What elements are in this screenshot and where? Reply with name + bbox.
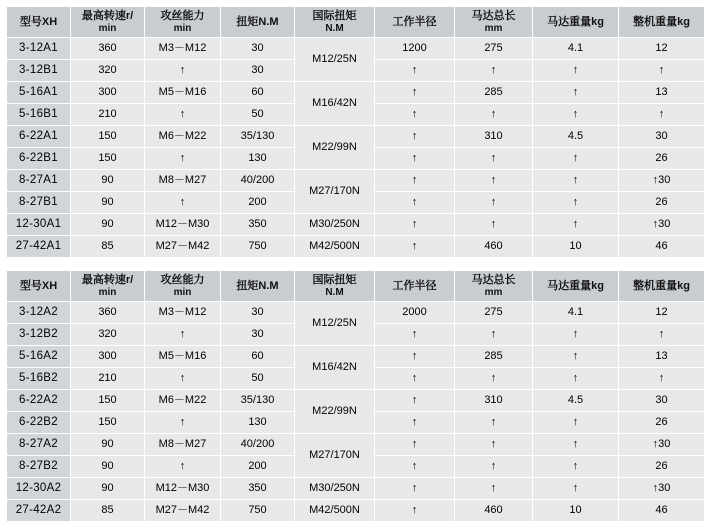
cell-motor-weight: ↑ bbox=[533, 346, 619, 368]
column-header bbox=[295, 7, 375, 38]
cell-model: 5-16B1 bbox=[7, 104, 71, 126]
column-header-label: 攻丝能力 bbox=[160, 274, 205, 287]
table-row bbox=[7, 346, 705, 368]
cell-tapping-capacity: M27－M42 bbox=[145, 500, 221, 522]
cell-working-radius: ↑ bbox=[375, 346, 455, 368]
table-row bbox=[7, 236, 705, 258]
cell-motor-length: 285 bbox=[455, 346, 533, 368]
cell-model: 8-27B1 bbox=[7, 192, 71, 214]
cell-motor-weight: 4.5 bbox=[533, 126, 619, 148]
cell-working-radius: ↑ bbox=[375, 104, 455, 126]
cell-max-speed: 320 bbox=[71, 324, 145, 346]
cell-total-weight: ↑30 bbox=[619, 170, 705, 192]
cell-total-weight: ↑ bbox=[619, 104, 705, 126]
cell-motor-length: ↑ bbox=[455, 104, 533, 126]
column-header-sublabel: mm bbox=[484, 286, 503, 298]
cell-international-torque: M30/250N bbox=[295, 478, 375, 500]
cell-tapping-capacity: M5－M16 bbox=[145, 82, 221, 104]
cell-international-torque: M42/500N bbox=[295, 500, 375, 522]
cell-working-radius: ↑ bbox=[375, 412, 455, 434]
column-header bbox=[295, 271, 375, 302]
cell-model: 8-27A1 bbox=[7, 170, 71, 192]
cell-max-speed: 85 bbox=[71, 500, 145, 522]
column-header-sublabel: N.M bbox=[325, 22, 344, 34]
cell-total-weight: ↑ bbox=[619, 368, 705, 390]
cell-working-radius: ↑ bbox=[375, 192, 455, 214]
cell-total-weight: 13 bbox=[619, 346, 705, 368]
column-header bbox=[533, 271, 619, 302]
cell-motor-length: ↑ bbox=[455, 170, 533, 192]
cell-working-radius: ↑ bbox=[375, 390, 455, 412]
cell-motor-weight: 4.5 bbox=[533, 390, 619, 412]
cell-total-weight: ↑30 bbox=[619, 478, 705, 500]
cell-total-weight: 30 bbox=[619, 390, 705, 412]
table-row bbox=[7, 38, 705, 60]
cell-motor-length: ↑ bbox=[455, 412, 533, 434]
column-header-label: 扭矩N.M bbox=[236, 279, 279, 292]
column-header bbox=[375, 7, 455, 38]
cell-total-weight: 12 bbox=[619, 38, 705, 60]
cell-max-speed: 90 bbox=[71, 434, 145, 456]
cell-motor-length: ↑ bbox=[455, 214, 533, 236]
column-header-label: 型号XH bbox=[19, 15, 58, 28]
cell-international-torque: M16/42N bbox=[295, 346, 375, 390]
cell-tapping-capacity: M6－M22 bbox=[145, 390, 221, 412]
table-row bbox=[7, 302, 705, 324]
column-header-label: 扭矩N.M bbox=[236, 15, 279, 28]
cell-total-weight: 30 bbox=[619, 126, 705, 148]
cell-tapping-capacity: M3－M12 bbox=[145, 38, 221, 60]
cell-motor-length: 310 bbox=[455, 390, 533, 412]
cell-working-radius: 2000 bbox=[375, 302, 455, 324]
cell-torque: 50 bbox=[221, 104, 295, 126]
table-row bbox=[7, 82, 705, 104]
cell-torque: 130 bbox=[221, 412, 295, 434]
cell-working-radius: 1200 bbox=[375, 38, 455, 60]
cell-model: 8-27B2 bbox=[7, 456, 71, 478]
cell-model: 6-22B1 bbox=[7, 148, 71, 170]
cell-motor-weight: ↑ bbox=[533, 412, 619, 434]
cell-model: 5-16A2 bbox=[7, 346, 71, 368]
cell-working-radius: ↑ bbox=[375, 170, 455, 192]
cell-model: 3-12B1 bbox=[7, 60, 71, 82]
cell-torque: 200 bbox=[221, 456, 295, 478]
cell-tapping-capacity: ↑ bbox=[145, 148, 221, 170]
cell-total-weight: 12 bbox=[619, 302, 705, 324]
cell-torque: 40/200 bbox=[221, 434, 295, 456]
cell-max-speed: 150 bbox=[71, 126, 145, 148]
cell-motor-length: ↑ bbox=[455, 478, 533, 500]
cell-max-speed: 150 bbox=[71, 148, 145, 170]
cell-motor-length: ↑ bbox=[455, 60, 533, 82]
column-header-label: 国际扭矩 bbox=[312, 274, 357, 287]
column-header bbox=[71, 7, 145, 38]
spec-table bbox=[6, 270, 705, 522]
cell-tapping-capacity: ↑ bbox=[145, 192, 221, 214]
cell-tapping-capacity: M8－M27 bbox=[145, 434, 221, 456]
cell-motor-weight: ↑ bbox=[533, 82, 619, 104]
cell-max-speed: 90 bbox=[71, 456, 145, 478]
cell-working-radius: ↑ bbox=[375, 82, 455, 104]
cell-working-radius: ↑ bbox=[375, 148, 455, 170]
cell-working-radius: ↑ bbox=[375, 126, 455, 148]
cell-working-radius: ↑ bbox=[375, 324, 455, 346]
cell-max-speed: 360 bbox=[71, 38, 145, 60]
cell-max-speed: 90 bbox=[71, 192, 145, 214]
column-header-sublabel: N.M bbox=[325, 286, 344, 298]
cell-tapping-capacity: M12－M30 bbox=[145, 478, 221, 500]
cell-torque: 350 bbox=[221, 478, 295, 500]
cell-working-radius: ↑ bbox=[375, 368, 455, 390]
cell-motor-length: 285 bbox=[455, 82, 533, 104]
cell-tapping-capacity: M6－M22 bbox=[145, 126, 221, 148]
column-header-sublabel: min bbox=[98, 22, 117, 34]
cell-international-torque: M12/25N bbox=[295, 38, 375, 82]
column-header-label: 整机重量kg bbox=[633, 15, 690, 28]
column-header-sublabel: min bbox=[98, 286, 117, 298]
cell-motor-weight: ↑ bbox=[533, 478, 619, 500]
cell-motor-weight: ↑ bbox=[533, 148, 619, 170]
cell-total-weight: ↑30 bbox=[619, 214, 705, 236]
cell-motor-weight: 4.1 bbox=[533, 302, 619, 324]
cell-model: 8-27A2 bbox=[7, 434, 71, 456]
column-header bbox=[221, 7, 295, 38]
cell-working-radius: ↑ bbox=[375, 214, 455, 236]
spec-tables-container bbox=[6, 6, 704, 522]
column-header-sublabel: mm bbox=[484, 22, 503, 34]
cell-international-torque: M22/99N bbox=[295, 126, 375, 170]
cell-motor-weight: ↑ bbox=[533, 434, 619, 456]
column-header-label: 最高转速r/ bbox=[81, 274, 134, 287]
column-header bbox=[7, 7, 71, 38]
cell-torque: 130 bbox=[221, 148, 295, 170]
table-row bbox=[7, 478, 705, 500]
cell-max-speed: 150 bbox=[71, 412, 145, 434]
column-header-label: 攻丝能力 bbox=[160, 10, 205, 23]
cell-tapping-capacity: ↑ bbox=[145, 60, 221, 82]
table-row bbox=[7, 126, 705, 148]
cell-international-torque: M27/170N bbox=[295, 170, 375, 214]
cell-tapping-capacity: ↑ bbox=[145, 104, 221, 126]
column-header bbox=[145, 7, 221, 38]
cell-torque: 30 bbox=[221, 60, 295, 82]
cell-max-speed: 85 bbox=[71, 236, 145, 258]
cell-motor-length: ↑ bbox=[455, 368, 533, 390]
cell-tapping-capacity: ↑ bbox=[145, 456, 221, 478]
cell-max-speed: 360 bbox=[71, 302, 145, 324]
column-header-label: 马达重量kg bbox=[547, 279, 604, 292]
cell-max-speed: 320 bbox=[71, 60, 145, 82]
cell-max-speed: 300 bbox=[71, 346, 145, 368]
cell-max-speed: 300 bbox=[71, 82, 145, 104]
cell-model: 3-12A1 bbox=[7, 38, 71, 60]
table-row bbox=[7, 170, 705, 192]
cell-max-speed: 90 bbox=[71, 478, 145, 500]
column-header-sublabel: min bbox=[173, 22, 192, 34]
cell-motor-length: ↑ bbox=[455, 148, 533, 170]
cell-torque: 40/200 bbox=[221, 170, 295, 192]
column-header-sublabel: min bbox=[173, 286, 192, 298]
spec-table bbox=[6, 6, 705, 258]
cell-motor-weight: ↑ bbox=[533, 192, 619, 214]
cell-motor-weight: ↑ bbox=[533, 170, 619, 192]
cell-tapping-capacity: ↑ bbox=[145, 412, 221, 434]
cell-model: 3-12B2 bbox=[7, 324, 71, 346]
table-header-row bbox=[7, 271, 705, 302]
cell-motor-weight: 10 bbox=[533, 236, 619, 258]
cell-working-radius: ↑ bbox=[375, 236, 455, 258]
cell-total-weight: ↑ bbox=[619, 324, 705, 346]
cell-model: 27-42A2 bbox=[7, 500, 71, 522]
cell-international-torque: M42/500N bbox=[295, 236, 375, 258]
cell-motor-weight: ↑ bbox=[533, 214, 619, 236]
column-header-label: 马达总长 bbox=[471, 10, 516, 23]
column-header-label: 工作半径 bbox=[392, 279, 437, 292]
cell-total-weight: 26 bbox=[619, 192, 705, 214]
column-header-label: 型号XH bbox=[19, 279, 58, 292]
cell-motor-length: 460 bbox=[455, 500, 533, 522]
table-row bbox=[7, 500, 705, 522]
cell-total-weight: ↑30 bbox=[619, 434, 705, 456]
column-header bbox=[455, 7, 533, 38]
cell-torque: 350 bbox=[221, 214, 295, 236]
column-header bbox=[221, 271, 295, 302]
cell-torque: 60 bbox=[221, 346, 295, 368]
cell-total-weight: 46 bbox=[619, 500, 705, 522]
cell-total-weight: ↑ bbox=[619, 60, 705, 82]
cell-max-speed: 150 bbox=[71, 390, 145, 412]
cell-max-speed: 90 bbox=[71, 170, 145, 192]
column-header-label: 国际扭矩 bbox=[312, 10, 357, 23]
cell-total-weight: 46 bbox=[619, 236, 705, 258]
cell-torque: 35/130 bbox=[221, 390, 295, 412]
cell-total-weight: 13 bbox=[619, 82, 705, 104]
column-header-label: 最高转速r/ bbox=[81, 10, 134, 23]
cell-motor-length: 460 bbox=[455, 236, 533, 258]
cell-international-torque: M27/170N bbox=[295, 434, 375, 478]
column-header-label: 马达重量kg bbox=[547, 15, 604, 28]
cell-motor-length: 275 bbox=[455, 302, 533, 324]
cell-tapping-capacity: ↑ bbox=[145, 368, 221, 390]
column-header bbox=[7, 271, 71, 302]
cell-max-speed: 210 bbox=[71, 104, 145, 126]
cell-working-radius: ↑ bbox=[375, 60, 455, 82]
cell-international-torque: M22/99N bbox=[295, 390, 375, 434]
cell-motor-weight: ↑ bbox=[533, 60, 619, 82]
cell-torque: 750 bbox=[221, 236, 295, 258]
cell-motor-weight: ↑ bbox=[533, 456, 619, 478]
column-header bbox=[533, 7, 619, 38]
cell-total-weight: 26 bbox=[619, 412, 705, 434]
column-header bbox=[145, 271, 221, 302]
cell-tapping-capacity: M12－M30 bbox=[145, 214, 221, 236]
cell-torque: 200 bbox=[221, 192, 295, 214]
cell-torque: 50 bbox=[221, 368, 295, 390]
table-row bbox=[7, 434, 705, 456]
table-row bbox=[7, 214, 705, 236]
cell-motor-weight: ↑ bbox=[533, 368, 619, 390]
cell-working-radius: ↑ bbox=[375, 500, 455, 522]
cell-motor-length: ↑ bbox=[455, 434, 533, 456]
cell-max-speed: 90 bbox=[71, 214, 145, 236]
cell-international-torque: M12/25N bbox=[295, 302, 375, 346]
cell-motor-weight: 4.1 bbox=[533, 38, 619, 60]
cell-model: 12-30A2 bbox=[7, 478, 71, 500]
column-header bbox=[455, 271, 533, 302]
cell-motor-weight: ↑ bbox=[533, 104, 619, 126]
cell-torque: 30 bbox=[221, 38, 295, 60]
cell-working-radius: ↑ bbox=[375, 478, 455, 500]
cell-international-torque: M16/42N bbox=[295, 82, 375, 126]
cell-model: 5-16A1 bbox=[7, 82, 71, 104]
cell-tapping-capacity: M5－M16 bbox=[145, 346, 221, 368]
cell-model: 6-22A2 bbox=[7, 390, 71, 412]
column-header bbox=[71, 271, 145, 302]
cell-motor-weight: ↑ bbox=[533, 324, 619, 346]
cell-torque: 30 bbox=[221, 302, 295, 324]
cell-model: 5-16B2 bbox=[7, 368, 71, 390]
table-header-row bbox=[7, 7, 705, 38]
column-header-label: 工作半径 bbox=[392, 15, 437, 28]
cell-model: 6-22A1 bbox=[7, 126, 71, 148]
cell-max-speed: 210 bbox=[71, 368, 145, 390]
column-header bbox=[619, 7, 705, 38]
cell-working-radius: ↑ bbox=[375, 456, 455, 478]
cell-tapping-capacity: M8－M27 bbox=[145, 170, 221, 192]
cell-motor-length: ↑ bbox=[455, 192, 533, 214]
cell-tapping-capacity: M3－M12 bbox=[145, 302, 221, 324]
table-row bbox=[7, 390, 705, 412]
column-header bbox=[375, 271, 455, 302]
cell-tapping-capacity: M27－M42 bbox=[145, 236, 221, 258]
column-header bbox=[619, 271, 705, 302]
cell-motor-weight: 10 bbox=[533, 500, 619, 522]
cell-working-radius: ↑ bbox=[375, 434, 455, 456]
cell-international-torque: M30/250N bbox=[295, 214, 375, 236]
cell-tapping-capacity: ↑ bbox=[145, 324, 221, 346]
cell-total-weight: 26 bbox=[619, 456, 705, 478]
cell-motor-length: ↑ bbox=[455, 456, 533, 478]
column-header-label: 马达总长 bbox=[471, 274, 516, 287]
cell-torque: 750 bbox=[221, 500, 295, 522]
cell-motor-length: 275 bbox=[455, 38, 533, 60]
cell-model: 27-42A1 bbox=[7, 236, 71, 258]
cell-model: 3-12A2 bbox=[7, 302, 71, 324]
cell-torque: 30 bbox=[221, 324, 295, 346]
cell-total-weight: 26 bbox=[619, 148, 705, 170]
cell-torque: 35/130 bbox=[221, 126, 295, 148]
cell-model: 6-22B2 bbox=[7, 412, 71, 434]
cell-motor-length: ↑ bbox=[455, 324, 533, 346]
column-header-label: 整机重量kg bbox=[633, 279, 690, 292]
cell-motor-length: 310 bbox=[455, 126, 533, 148]
cell-torque: 60 bbox=[221, 82, 295, 104]
cell-model: 12-30A1 bbox=[7, 214, 71, 236]
